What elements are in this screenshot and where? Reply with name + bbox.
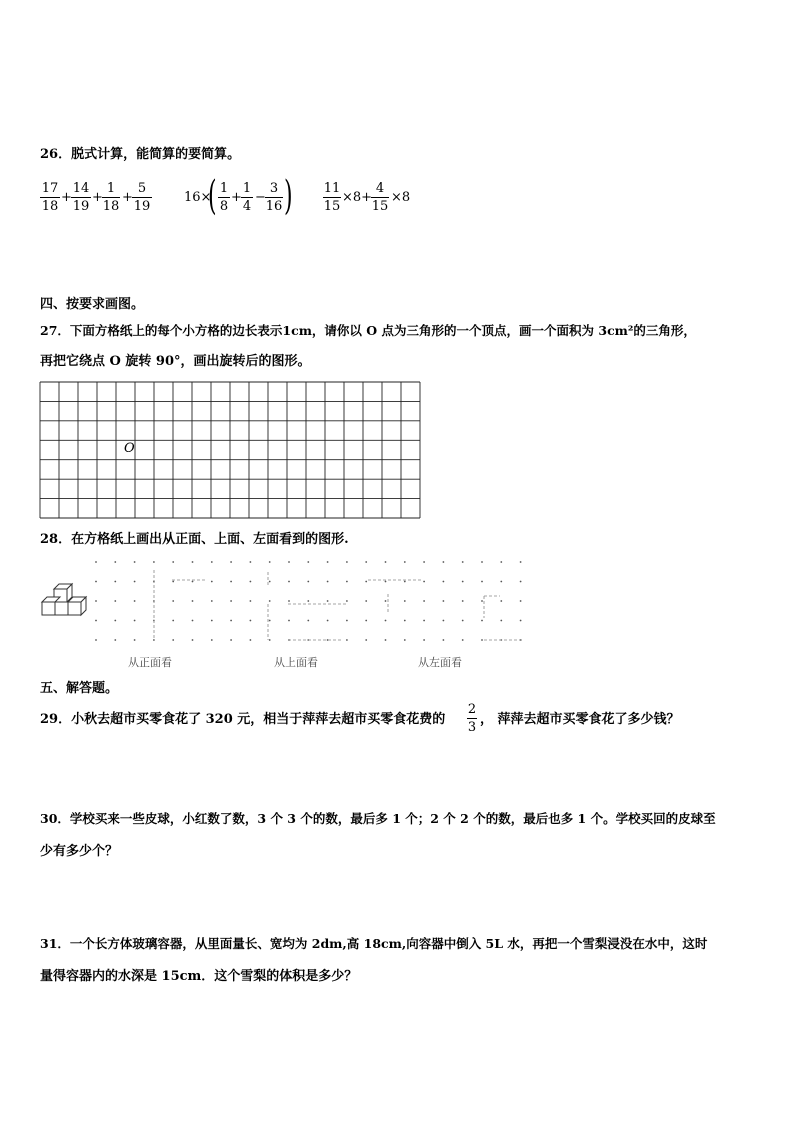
grid-dot — [385, 581, 387, 583]
grid-dot — [114, 620, 116, 622]
denominator: 19 — [72, 199, 90, 214]
grid-dot — [211, 600, 213, 602]
q27-line-1: 27．下面方格纸上的每个小方格的边长表示1cm，请你以 O 点为三角形的一个顶点，画一个面积为 3cm²的三角形， — [40, 323, 696, 338]
grid-dot — [114, 561, 116, 563]
grid-dot — [192, 600, 194, 602]
grid-dot — [385, 639, 387, 641]
grid-dot — [520, 581, 522, 583]
fraction — [40, 182, 60, 213]
grid-dot — [269, 561, 271, 563]
grid-dot — [327, 620, 329, 622]
right-parenthesis: ) — [284, 173, 293, 219]
grid-dot — [172, 639, 174, 641]
grid-dot — [423, 581, 425, 583]
grid-dot — [172, 561, 174, 563]
grid-dot — [346, 581, 348, 583]
numerator: 3 — [269, 181, 279, 196]
grid-dot — [95, 581, 97, 583]
denominator: 18 — [41, 199, 59, 214]
grid-dot — [423, 561, 425, 563]
grid-dot — [443, 620, 445, 622]
denominator: 19 — [133, 199, 151, 214]
grid-dot — [385, 561, 387, 563]
grid-dot — [269, 620, 271, 622]
operator: + — [61, 190, 72, 205]
numerator: 1 — [242, 181, 252, 196]
grid-dot — [365, 600, 367, 602]
q29-text-before: 29．小秋去超市买零食花了 320 元，相当于萍萍去超市买零食花费的 — [40, 712, 446, 727]
grid-dot — [307, 600, 309, 602]
grid-dot — [462, 561, 464, 563]
denominator: 15 — [323, 199, 341, 214]
grid-dot — [327, 581, 329, 583]
grid-dot — [153, 561, 155, 563]
grid-dot — [520, 620, 522, 622]
grid-dot — [346, 600, 348, 602]
fraction — [71, 182, 91, 213]
grid-dot — [211, 561, 213, 563]
dot-grid — [92, 560, 528, 644]
grid-dot — [500, 620, 502, 622]
grid-dot — [346, 561, 348, 563]
grid-dot — [346, 620, 348, 622]
grid-dot — [443, 561, 445, 563]
grid-dot — [134, 639, 136, 641]
grid-dot — [269, 600, 271, 602]
grid-dot — [462, 639, 464, 641]
cube-stack-icon — [40, 581, 90, 621]
grid-dot — [288, 620, 290, 622]
grid-dot — [423, 620, 425, 622]
grid-dot — [462, 620, 464, 622]
grid-dot — [250, 620, 252, 622]
grid-dot — [500, 581, 502, 583]
grid-dot — [520, 561, 522, 563]
q28-heading: 28．在方格纸上画出从正面、上面、左面看到的图形. — [40, 532, 349, 547]
grid-dot — [114, 639, 116, 641]
grid-dot — [520, 600, 522, 602]
numerator: 14 — [72, 181, 90, 196]
operator: ×8+ — [342, 190, 373, 205]
top-view-caption: 从上面看 — [274, 656, 318, 669]
left-view-caption: 从左面看 — [418, 656, 462, 669]
grid-dot — [250, 639, 252, 641]
grid-dot — [346, 639, 348, 641]
left-parenthesis: ( — [208, 173, 217, 219]
grid-dot — [250, 600, 252, 602]
denominator: 16 — [265, 199, 283, 214]
denominator: 4 — [242, 199, 252, 214]
grid-dot — [481, 581, 483, 583]
fraction — [132, 182, 152, 213]
grid-dot — [288, 561, 290, 563]
grid-dot — [192, 620, 194, 622]
grid-dot — [385, 600, 387, 602]
point-o-label: O — [124, 441, 135, 456]
q31-line-2: 量得容器内的水深是 15cm．这个雪梨的体积是多少？ — [40, 969, 358, 984]
denominator: 3 — [467, 720, 477, 735]
operator: − — [255, 190, 266, 205]
grid-dot — [481, 561, 483, 563]
grid-dot — [211, 620, 213, 622]
grid-dot — [307, 620, 309, 622]
grid-dot — [288, 581, 290, 583]
fraction — [241, 182, 253, 213]
front-view-caption: 从正面看 — [128, 656, 172, 669]
grid-dot — [95, 639, 97, 641]
grid-dot — [327, 561, 329, 563]
grid-dot — [230, 620, 232, 622]
grid-dot — [423, 600, 425, 602]
grid-dot — [481, 600, 483, 602]
grid-dot — [230, 561, 232, 563]
grid-dot — [230, 639, 232, 641]
numerator: 11 — [323, 181, 341, 196]
grid-dot — [134, 581, 136, 583]
grid-dot — [500, 600, 502, 602]
q29-text-after: ， 萍萍去超市买零食花了多少钱？ — [480, 712, 680, 727]
grid-dot — [443, 639, 445, 641]
square-grid — [40, 382, 420, 518]
operator: + — [231, 190, 242, 205]
grid-dot — [462, 600, 464, 602]
operator: + — [92, 190, 103, 205]
grid-dot — [481, 620, 483, 622]
grid-dot — [307, 581, 309, 583]
q30-line-1: 30．学校买来一些皮球，小红数了数，3 个 3 个的数，最后多 1 个；2 个 2 个的数，最后也多 1 个。学校买回的皮球至 — [40, 811, 716, 826]
grid-dot — [134, 561, 136, 563]
grid-dot — [192, 561, 194, 563]
grid-dot — [462, 581, 464, 583]
q30-line-2: 少有多少个？ — [40, 844, 119, 859]
grid-dot — [269, 639, 271, 641]
fraction — [102, 182, 120, 213]
grid-dot — [404, 600, 406, 602]
grid-dot — [95, 561, 97, 563]
grid-dot — [114, 581, 116, 583]
grid-dot — [307, 561, 309, 563]
q27-line-2: 再把它绕点 O 旋转 90°，画出旋转后的图形。 — [40, 354, 311, 369]
grid-dot — [365, 561, 367, 563]
grid-dot — [172, 600, 174, 602]
grid-dot — [172, 620, 174, 622]
grid-dot — [211, 581, 213, 583]
grid-dot — [443, 581, 445, 583]
grid-dot — [192, 639, 194, 641]
grid-dot — [192, 581, 194, 583]
grid-dot — [481, 639, 483, 641]
grid-dot — [365, 639, 367, 641]
operator: ×8 — [391, 190, 411, 205]
grid-dot — [288, 600, 290, 602]
fraction — [371, 182, 389, 213]
denominator: 8 — [219, 199, 229, 214]
grid-dot — [404, 620, 406, 622]
section-5-heading: 五、解答题。 — [40, 681, 119, 696]
grid-dot — [423, 639, 425, 641]
grid-dot — [404, 561, 406, 563]
q29-fraction — [467, 703, 477, 734]
grid-dot — [134, 600, 136, 602]
grid-dot — [269, 581, 271, 583]
grid-dot — [134, 620, 136, 622]
grid-dot — [95, 600, 97, 602]
q31-line-1: 31．一个长方体玻璃容器，从里面量长、宽均为 2dm,高 18cm,向容器中倒入 5L 水，再把一个雪梨浸没在水中，这时 — [40, 936, 708, 951]
grid-dot — [500, 561, 502, 563]
section-4-heading: 四、按要求画图。 — [40, 297, 145, 312]
grid-dot — [95, 620, 97, 622]
q26-heading: 26．脱式计算，能简算的要简算。 — [40, 147, 241, 162]
grid-dot — [230, 600, 232, 602]
grid-dot — [230, 581, 232, 583]
grid-dot — [365, 581, 367, 583]
fraction — [265, 182, 283, 213]
grid-dot — [153, 639, 155, 641]
grid-dot — [404, 581, 406, 583]
denominator: 18 — [102, 199, 120, 214]
numerator: 4 — [375, 181, 385, 196]
grid-dot — [211, 639, 213, 641]
grid-dot — [172, 581, 174, 583]
operator: + — [122, 190, 133, 205]
fraction — [323, 182, 341, 213]
grid-dot — [385, 620, 387, 622]
grid-dot — [114, 600, 116, 602]
grid-dot — [365, 620, 367, 622]
grid-dot — [404, 639, 406, 641]
numerator: 17 — [41, 181, 59, 196]
grid-dot — [250, 581, 252, 583]
numerator: 1 — [106, 181, 116, 196]
numerator: 2 — [467, 702, 477, 717]
numerator: 1 — [219, 181, 229, 196]
fraction — [218, 182, 230, 213]
grid-dot — [250, 561, 252, 563]
numerator: 5 — [137, 181, 147, 196]
expression-lead: 16× — [184, 190, 212, 205]
denominator: 15 — [371, 199, 389, 214]
grid-dot — [443, 600, 445, 602]
grid-dot — [327, 600, 329, 602]
